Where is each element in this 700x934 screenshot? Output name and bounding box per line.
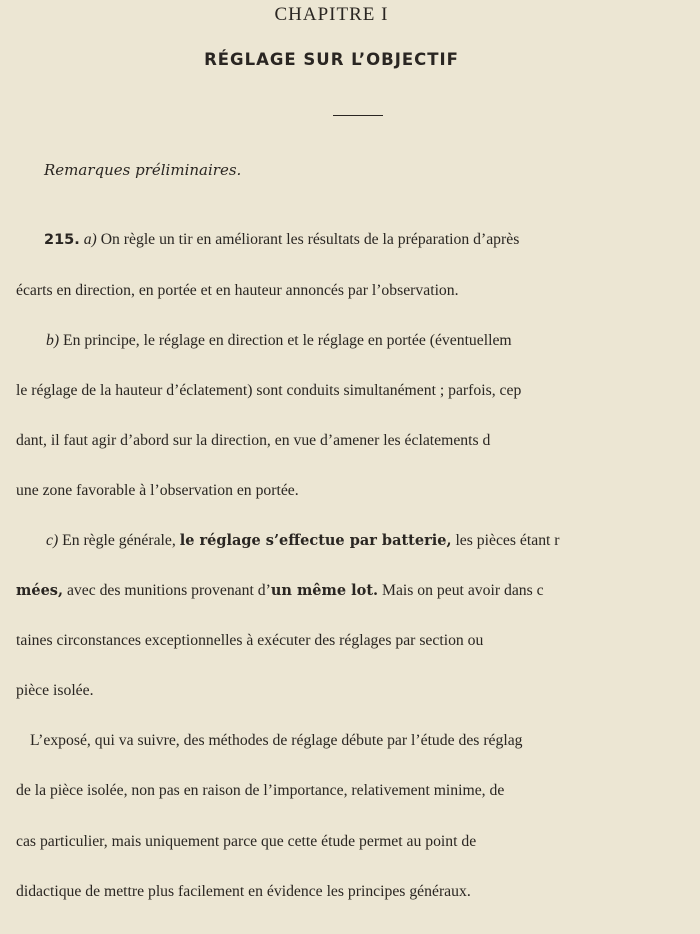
- bold-text: mées,: [16, 582, 64, 600]
- paragraph-number: 215.: [44, 232, 80, 249]
- item-marker: c): [46, 531, 59, 549]
- text-run: les pièces étant r: [451, 531, 560, 549]
- paragraph-215: [0, 199, 700, 934]
- text-run: écarts en direction, en portée et en hauteur annoncés par l’observation.: [16, 281, 459, 299]
- chapter-title: RÉGLAGE SUR L’OBJECTIF: [204, 50, 459, 69]
- text-line: [0, 483, 700, 500]
- text-run: cas particulier, mais uniquement parce que cette étude permet au point de: [16, 832, 477, 850]
- text-line: [0, 283, 700, 300]
- text-run: une zone favorable à l’observation en portée.: [16, 481, 299, 499]
- text-line: [0, 333, 700, 350]
- text-line: [0, 533, 700, 550]
- text-line: [0, 783, 700, 800]
- text-run: En règle générale,: [58, 531, 180, 549]
- bold-text: le réglage s’effectue par batterie,: [179, 531, 452, 549]
- text-line: [0, 733, 700, 750]
- text-run: de la pièce isolée, non pas en raison de l’importance, relativement minime, de: [16, 782, 505, 800]
- text-run: avec des munitions provenant d’: [63, 582, 271, 600]
- text-line: [0, 834, 700, 851]
- text-run: L’exposé, qui va suivre, des méthodes de réglage débute par l’étude des réglag: [30, 732, 523, 750]
- text-line: [0, 433, 700, 450]
- bold-text: un même lot.: [270, 582, 379, 600]
- text-line: [0, 683, 700, 700]
- chapter-heading: CHAPITRE I: [274, 4, 389, 25]
- title-divider: [333, 115, 383, 116]
- item-marker: a): [83, 231, 97, 249]
- text-run: Mais on peut avoir dans c: [378, 582, 544, 600]
- text-run: En principe, le réglage en direction et le réglage en portée (éventuellem: [59, 331, 512, 349]
- text-line: [0, 884, 700, 901]
- text-line: [0, 383, 700, 400]
- text-run: On règle un tir en améliorant les résultats de la préparation d’après: [96, 231, 520, 249]
- section-heading: Remarques préliminaires.: [44, 161, 242, 179]
- text-line: [0, 583, 700, 600]
- text-run: le réglage de la hauteur d’éclatement) sont conduits simultanément ; parfois, cep: [16, 381, 522, 399]
- text-run: dant, il faut agir d’abord sur la direction, en vue d’amener les éclatements d: [16, 431, 491, 449]
- text-run: taines circonstances exceptionnelles à exécuter des réglages par section ou: [16, 632, 484, 650]
- text-line: [0, 232, 700, 249]
- text-run: pièce isolée.: [16, 682, 94, 700]
- text-line: [0, 633, 700, 650]
- item-marker: b): [46, 331, 60, 349]
- text-run: didactique de mettre plus facilement en évidence les principes généraux.: [16, 882, 471, 900]
